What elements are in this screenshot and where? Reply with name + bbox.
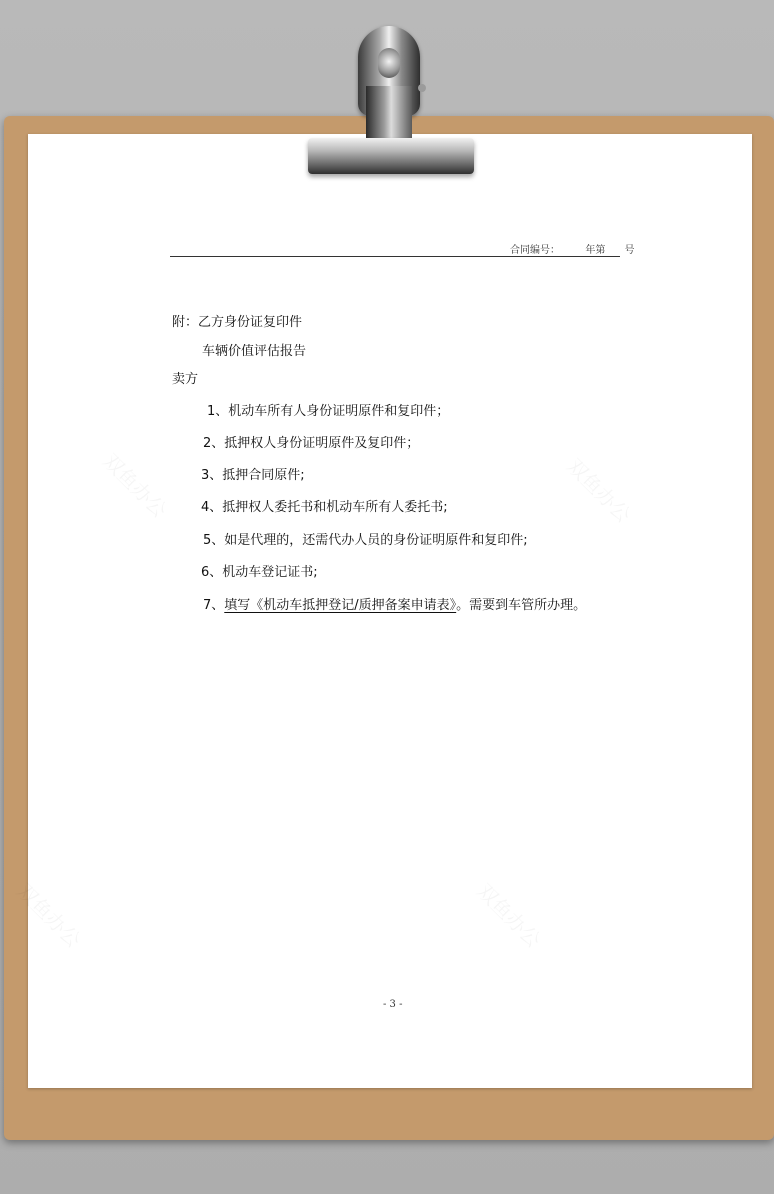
application-form-link[interactable]: 填写《机动车抵押登记/质押备案申请表》 <box>224 598 457 613</box>
list-item-7 <box>203 594 586 613</box>
attachment-title: 附：乙方身份证复印件 <box>172 315 303 330</box>
list-item: 2、抵押权人身份证明原件及复印件； <box>203 436 420 451</box>
watermark <box>11 876 88 953</box>
item7-suffix: 。需要到车管所办理。 <box>456 598 587 613</box>
list-item: 1、机动车所有人身份证明原件和复印件； <box>207 404 450 419</box>
list-item: 6、机动车登记证书; <box>201 565 318 580</box>
watermark <box>471 876 548 953</box>
list-item: 3、抵押合同原件; <box>201 468 305 483</box>
attachment-subtitle: 车辆价值评估报告 <box>202 344 307 359</box>
item7-prefix: 7、 <box>203 598 225 613</box>
watermark <box>97 446 174 523</box>
watermark <box>561 451 638 528</box>
list-item: 4、抵押权人委托书和机动车所有人委托书; <box>201 500 448 515</box>
header-rule <box>170 256 620 257</box>
contract-number: 合同编号： 年第 号 <box>510 245 635 256</box>
list-item: 5、如是代理的，还需代办人员的身份证明原件和复印件; <box>203 533 528 548</box>
party-label: 卖方 <box>172 372 199 387</box>
page-number: - 3 - <box>383 999 403 1010</box>
